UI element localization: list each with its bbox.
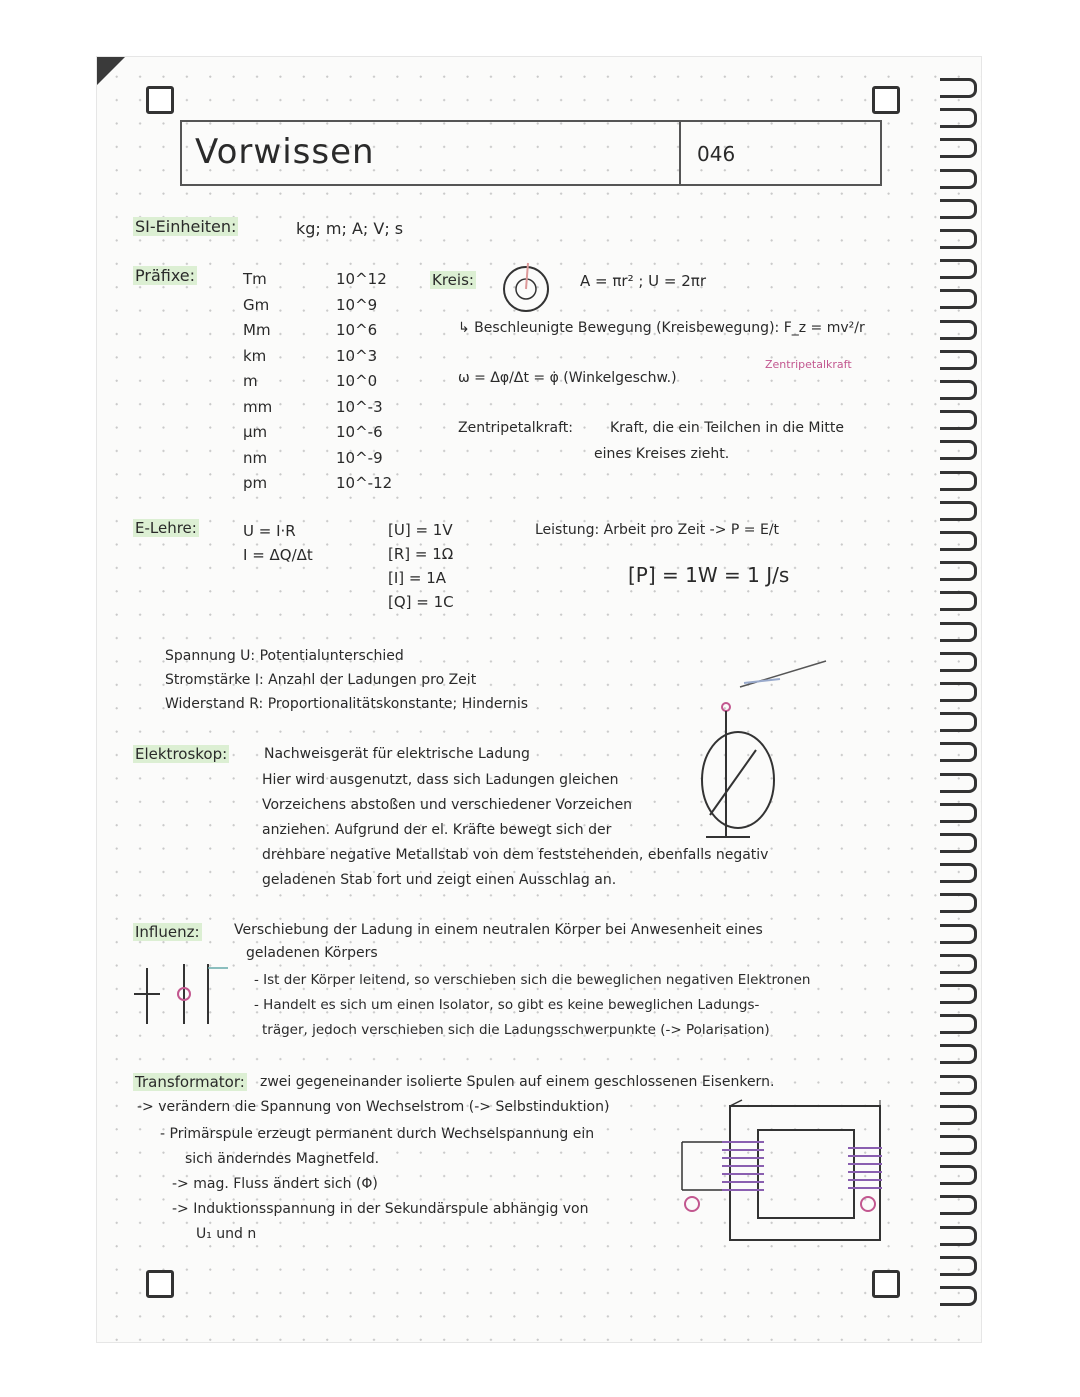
unit-i: [I] = 1A bbox=[388, 569, 447, 587]
electroscope-sketch-icon bbox=[700, 655, 830, 840]
spiral-coil bbox=[940, 199, 977, 219]
transformator-line3: - Primärspule erzeugt permanent durch Wechselspannung ein bbox=[160, 1126, 595, 1142]
influenz-line3: - Ist der Körper leitend, so verschieben sich die beweglichen negativen Elektronen bbox=[254, 972, 811, 988]
elektroskop-line4: anziehen. Aufgrund der el. Kräfte bewegt sich der bbox=[262, 822, 612, 838]
elektroskop-line6: geladenen Stab fort und zeigt einen Ausschlag an. bbox=[262, 872, 617, 888]
spiral-coil bbox=[940, 863, 977, 883]
si-label: SI-Einheiten: bbox=[135, 217, 237, 236]
kreis-formula: A = πr² ; U = 2πr bbox=[580, 272, 706, 290]
spiral-coil bbox=[940, 350, 977, 370]
spiral-coil bbox=[940, 289, 977, 309]
prefix-power: 10^-3 bbox=[336, 397, 383, 416]
influenz-label: Influenz: bbox=[135, 923, 200, 941]
spiral-coil bbox=[940, 893, 977, 913]
spiral-coil bbox=[940, 259, 977, 279]
spiral-coil bbox=[940, 712, 977, 732]
spiral-coil bbox=[940, 833, 977, 853]
prefix-symbol: m bbox=[243, 372, 258, 390]
spiral-coil bbox=[940, 984, 977, 1004]
prefix-symbol: Mm bbox=[243, 321, 271, 339]
spiral-coil bbox=[940, 78, 977, 98]
spiral-coil bbox=[940, 954, 977, 974]
elektroskop-line3: Vorzeichens abstoßen und verschiedener Vorzeichen bbox=[262, 797, 633, 813]
si-units: kg; m; A; V; s bbox=[296, 219, 404, 238]
transformator-line7: U₁ und n bbox=[196, 1226, 257, 1242]
transformer-sketch-icon bbox=[672, 1098, 882, 1248]
spiral-coil bbox=[940, 1226, 977, 1246]
spiral-coil bbox=[940, 320, 977, 340]
spiral-coil bbox=[940, 138, 977, 158]
page-title: Vorwissen bbox=[195, 132, 375, 172]
elektroskop-line2: Hier wird ausgenutzt, dass sich Ladungen gleichen bbox=[262, 772, 619, 788]
spiral-coil bbox=[940, 561, 977, 581]
spiral-coil bbox=[940, 622, 977, 642]
kreis-def-text1: Kraft, die ein Teilchen in die Mitte bbox=[610, 420, 844, 436]
spiral-coil bbox=[940, 169, 977, 189]
elehre-label: E-Lehre: bbox=[135, 519, 197, 537]
spiral-coil bbox=[940, 108, 977, 128]
influence-sketch-icon bbox=[132, 958, 242, 1028]
prefix-symbol: km bbox=[243, 346, 267, 365]
title-divider bbox=[679, 122, 681, 184]
spiral-coil bbox=[940, 773, 977, 793]
prefix-label: Präfixe: bbox=[135, 266, 196, 285]
spiral-coil bbox=[940, 1165, 977, 1185]
spiral-coil bbox=[940, 1105, 977, 1125]
spiral-coil bbox=[940, 1014, 977, 1034]
spiral-coil bbox=[940, 410, 977, 430]
page-fold bbox=[97, 57, 125, 85]
transformator-label: Transformator: bbox=[135, 1073, 245, 1091]
elehre-formula1: U = I·R bbox=[243, 522, 296, 540]
spiral-coil bbox=[940, 501, 977, 521]
spiral-coil bbox=[940, 803, 977, 823]
prefix-power: 10^-12 bbox=[336, 474, 393, 492]
prefix-symbol: Tm bbox=[243, 270, 267, 288]
prefix-power: 10^6 bbox=[336, 321, 378, 339]
elektroskop-line1: Nachweisgerät für elektrische Ladung bbox=[264, 746, 530, 762]
spiral-coil bbox=[940, 1256, 977, 1276]
spiral-coil bbox=[940, 1195, 977, 1215]
spiral-coil bbox=[940, 742, 977, 762]
prefix-symbol: nm bbox=[243, 448, 268, 467]
prefix-power: 10^9 bbox=[336, 295, 378, 314]
transformator-line6: -> Induktionsspannung in der Sekundärspule abhängig von bbox=[172, 1201, 589, 1217]
kreis-label: Kreis: bbox=[432, 271, 474, 289]
spiral-coil bbox=[940, 591, 977, 611]
power-unit: [P] = 1W = 1 J/s bbox=[628, 563, 790, 587]
corner-mark-top-right bbox=[872, 86, 900, 114]
power-definition: Leistung: Arbeit pro Zeit -> P = E/t bbox=[535, 522, 780, 538]
unit-q: [Q] = 1C bbox=[388, 593, 454, 611]
transformator-line5: -> mag. Fluss ändert sich (Φ) bbox=[172, 1176, 378, 1192]
spiral-coil bbox=[940, 380, 977, 400]
kreis-def-label: Zentripetalkraft: bbox=[458, 420, 574, 436]
prefix-power: 10^-6 bbox=[336, 423, 383, 441]
page-number: 046 bbox=[697, 142, 736, 166]
transformator-line4: sich änderndes Magnetfeld. bbox=[185, 1151, 380, 1167]
spiral-binding bbox=[940, 78, 980, 1318]
corner-mark-top-left bbox=[146, 86, 174, 114]
spiral-coil bbox=[940, 682, 977, 702]
spiral-coil bbox=[940, 1135, 977, 1155]
transformator-line1: zwei gegeneinander isolierte Spulen auf einem geschlossenen Eisenkern. bbox=[260, 1074, 775, 1090]
definition-widerstand: Widerstand R: Proportionalitätskonstante; Hindernis bbox=[165, 696, 529, 712]
influenz-line4: - Handelt es sich um einen Isolator, so gibt es keine beweglichen Ladungs- bbox=[254, 997, 760, 1013]
prefix-symbol: mm bbox=[243, 397, 273, 416]
spiral-coil bbox=[940, 1286, 977, 1306]
kreis-omega: ω = Δφ/Δt = φ̇ (Winkelgeschw.) bbox=[458, 370, 677, 386]
prefix-power: 10^0 bbox=[336, 372, 378, 390]
corner-mark-bottom-right bbox=[872, 1270, 900, 1298]
spiral-coil bbox=[940, 531, 977, 551]
corner-mark-bottom-left bbox=[146, 1270, 174, 1298]
definition-spannung: Spannung U: Potentialunterschied bbox=[165, 648, 404, 664]
kreis-def-text2: eines Kreises zieht. bbox=[594, 446, 730, 462]
elektroskop-line5: drehbare negative Metallstab von dem feststehenden, ebenfalls negativ bbox=[262, 847, 769, 863]
spiral-coil bbox=[940, 924, 977, 944]
kreis-note: Zentripetalkraft bbox=[765, 358, 852, 371]
kreis-line1: ↳ Beschleunigte Bewegung (Kreisbewegung): F_z = mv²/r bbox=[458, 320, 865, 336]
transformator-line2: -> verändern die Spannung von Wechselstrom (-> Selbstinduktion) bbox=[137, 1099, 610, 1115]
spiral-coil bbox=[940, 471, 977, 491]
spiral-coil bbox=[940, 440, 977, 460]
unit-r: [R] = 1Ω bbox=[388, 545, 454, 563]
spiral-coil bbox=[940, 1075, 977, 1095]
influenz-line1: Verschiebung der Ladung in einem neutralen Körper bei Anwesenheit eines bbox=[234, 922, 763, 938]
influenz-line5: träger, jedoch verschieben sich die Ladungsschwerpunkte (-> Polarisation) bbox=[262, 1022, 770, 1038]
spiral-coil bbox=[940, 1044, 977, 1064]
elektroskop-label: Elektroskop: bbox=[135, 745, 228, 763]
prefix-symbol: Gm bbox=[243, 295, 270, 314]
circle-sketch-icon bbox=[498, 257, 558, 317]
prefix-power: 10^-9 bbox=[336, 448, 383, 467]
prefix-power: 10^12 bbox=[336, 270, 387, 288]
unit-u: [U] = 1V bbox=[388, 521, 453, 539]
influenz-line2: geladenen Körpers bbox=[246, 945, 378, 961]
prefix-power: 10^3 bbox=[336, 346, 378, 365]
prefix-symbol: pm bbox=[243, 474, 268, 492]
prefix-symbol: µm bbox=[243, 423, 268, 441]
elehre-formula2: I = ΔQ/Δt bbox=[243, 546, 313, 564]
spiral-coil bbox=[940, 229, 977, 249]
definition-stromstaerke: Stromstärke I: Anzahl der Ladungen pro Zeit bbox=[165, 672, 477, 688]
spiral-coil bbox=[940, 652, 977, 672]
